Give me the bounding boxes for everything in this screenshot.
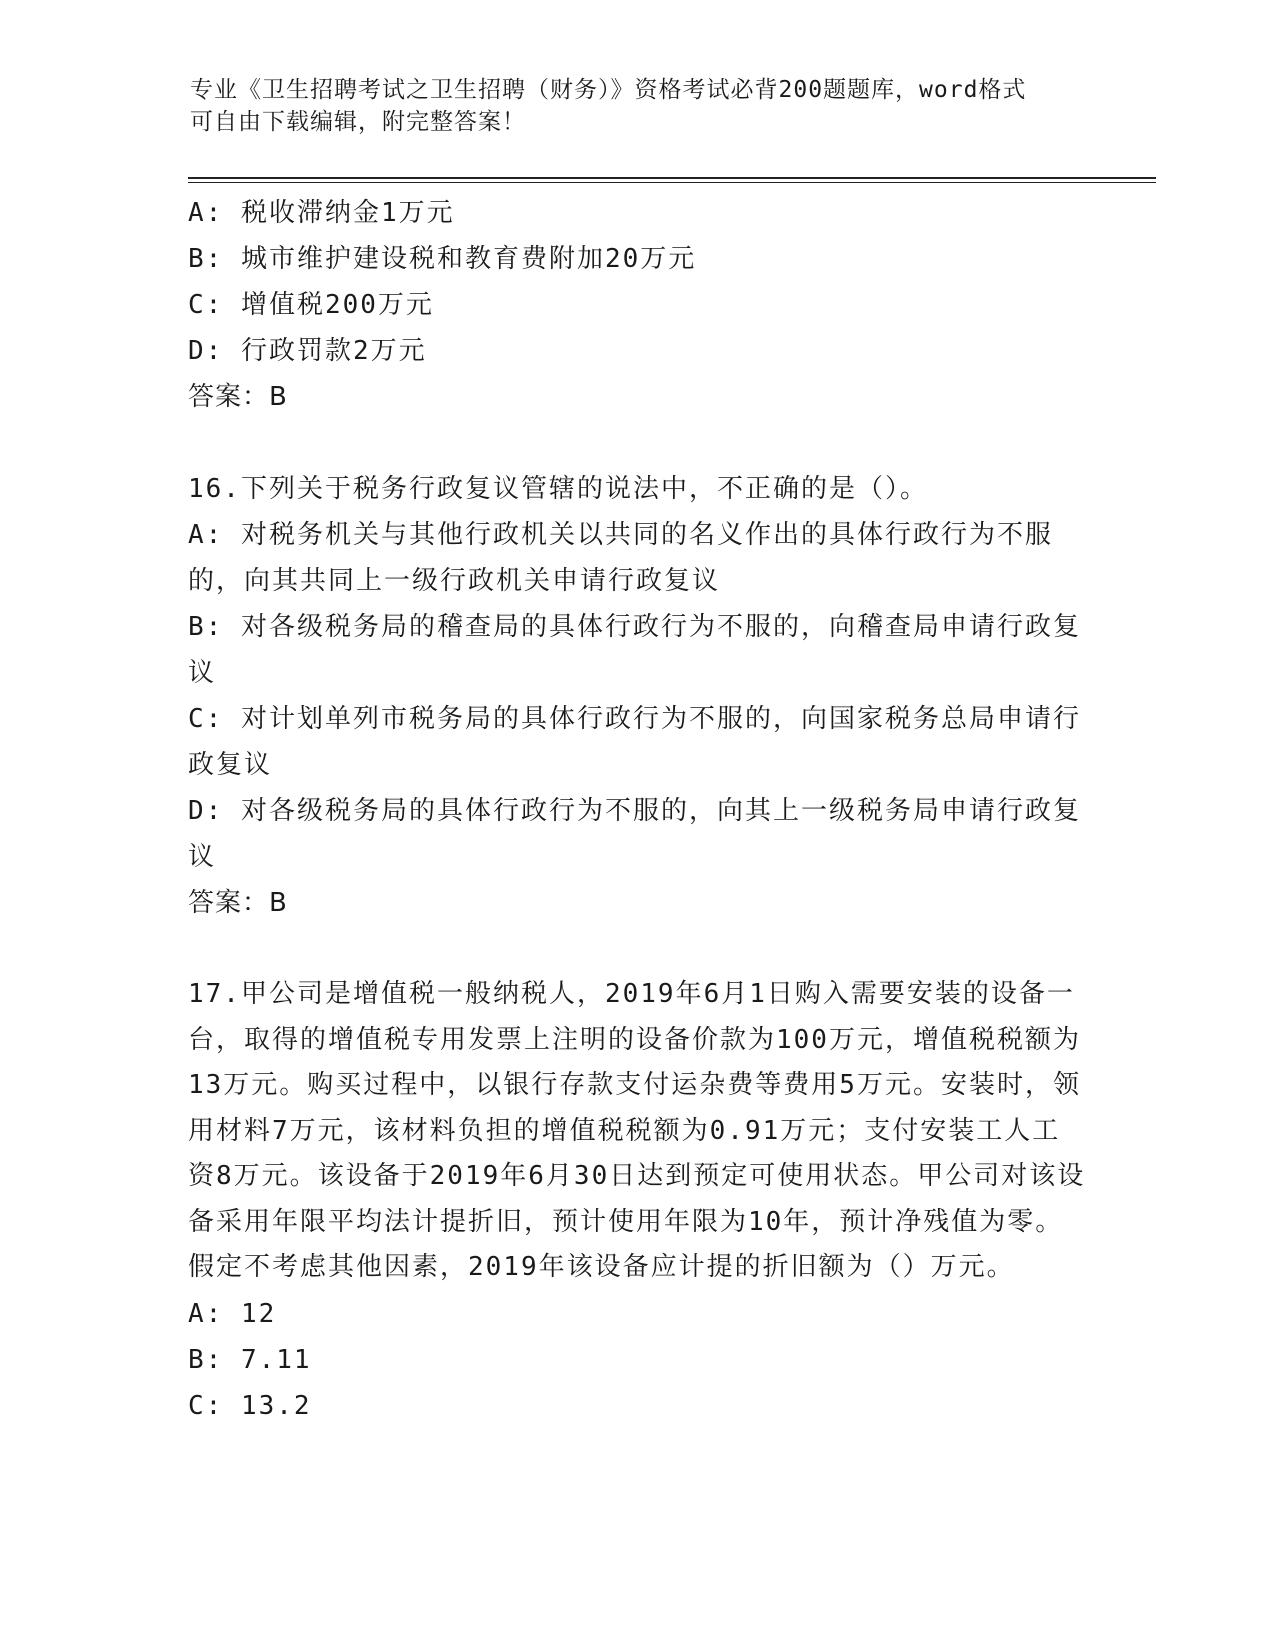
- header-divider-thin: [188, 182, 1156, 183]
- question-stem: 16.下列关于税务行政复议管辖的说法中，不正确的是（）。: [188, 474, 928, 504]
- question-15-block: [188, 190, 1088, 420]
- answer-line: 答案：B: [188, 888, 288, 918]
- option-b: B: 城市维护建设税和教育费附加20万元: [188, 244, 697, 274]
- option-c: C: 对计划单列市税务局的具体行政行为不服的，向国家税务总局申请行政复议: [188, 704, 1081, 780]
- option-a: A: 12: [188, 1298, 277, 1329]
- option-c: C: 增值税200万元: [188, 290, 434, 320]
- spacer: [188, 420, 1088, 466]
- option-c: C: 13.2: [188, 1390, 312, 1421]
- question-16-block: [188, 466, 1088, 926]
- option-b: B: 7.11: [188, 1344, 312, 1375]
- answer-line: 答案：B: [188, 382, 288, 412]
- option-b: B: 对各级税务局的稽查局的具体行政行为不服的，向稽查局申请行政复议: [188, 612, 1081, 688]
- question-17-block: [188, 972, 1088, 1429]
- option-a: A: 对税务机关与其他行政机关以共同的名义作出的具体行政行为不服的，向其共同上一级行政机关申请行政复议: [188, 520, 1053, 596]
- header-line-2: 可自由下载编辑，附完整答案！: [190, 109, 526, 135]
- question-content: [188, 190, 1088, 1429]
- spacer: [188, 926, 1088, 972]
- header-line-1: 专业《卫生招聘考试之卫生招聘（财务）》资格考试必背200题题库，word格式: [190, 77, 1027, 103]
- question-stem: 17.甲公司是增值税一般纳税人，2019年6月1日购入需要安装的设备一台，取得的增值税专用发票上注明的设备价款为100万元，增值税税额为13万元。购买过程中，以银行存款支付运杂费等费用5万元。安装时，领用材料7万元，该材料负担的增值税税额为0.91万元；支付安装工人工资8万元。该设备于2019年6月30日达到预定可使用状态。甲公司对该设备采用年限平均法计提折旧，预计使用年限为10年，预计净残值为零。假定不考虑其他因素，2019年该设备应计提的折旧额为（）万元。: [188, 979, 1086, 1282]
- header-divider-thick: [188, 177, 1156, 179]
- option-d: D: 对各级税务局的具体行政行为不服的，向其上一级税务局申请行政复议: [188, 796, 1081, 872]
- document-header: [190, 74, 1070, 138]
- option-d: D: 行政罚款2万元: [188, 336, 427, 366]
- option-a: A: 税收滞纳金1万元: [188, 198, 455, 228]
